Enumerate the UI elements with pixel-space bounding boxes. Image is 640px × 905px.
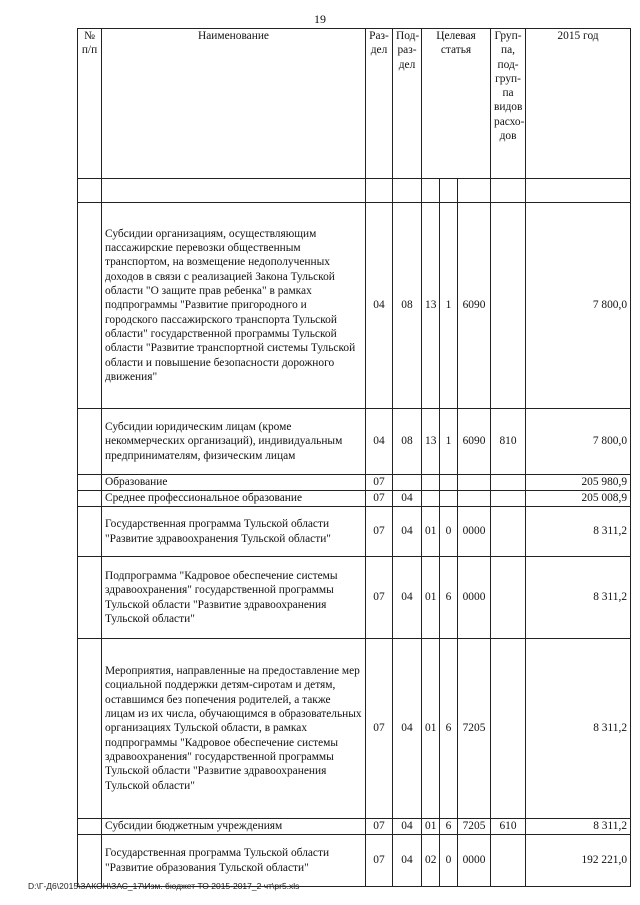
row-target-1 <box>422 475 440 491</box>
table-header <box>78 29 631 179</box>
row-group <box>491 475 526 491</box>
row-sum: 205 008,9 <box>526 491 631 507</box>
col-header-group: Груп-па, под-груп-па видов расхо-дов <box>491 29 526 179</box>
row-subsection: 04 <box>393 507 422 557</box>
row-target-2: 6 <box>440 639 458 819</box>
row-target-3 <box>458 491 491 507</box>
col-header-target: Целевая статья <box>422 29 491 179</box>
row-name: Субсидии юридическим лицам (кроме некоммерческих организаций), индивидуальным предпринимателям, физическим лицам <box>102 409 366 475</box>
row-target-3: 7205 <box>458 639 491 819</box>
row-target-1 <box>422 491 440 507</box>
row-subsection: 08 <box>393 203 422 409</box>
row-group: 610 <box>491 819 526 835</box>
col-header-name: Наименование <box>102 29 366 179</box>
row-section: 07 <box>366 835 393 887</box>
row-sum: 205 980,9 <box>526 475 631 491</box>
row-name: Субсидии организациям, осуществляющим пассажирские перевозки общественным транспортом, на возмещение недополученных доходов в связи с реализацией Закона Тульской области "О защите прав ребенка" в рамках подпрограммы "Развитие пригородного и городского пассажирского транспорта Тульской области" государственной программы Тульской области "Развитие транспортной системы Тульской области и повышение безопасности дорожного движения" <box>102 203 366 409</box>
row-sum: 8 311,2 <box>526 557 631 639</box>
row-target-1: 01 <box>422 819 440 835</box>
row-target-2 <box>440 475 458 491</box>
row-section: 07 <box>366 819 393 835</box>
spacer-row <box>78 179 631 203</box>
row-target-1: 02 <box>422 835 440 887</box>
row-subsection: 04 <box>393 639 422 819</box>
row-target-3: 7205 <box>458 819 491 835</box>
row-group <box>491 639 526 819</box>
row-subsection: 08 <box>393 409 422 475</box>
row-subsection: 04 <box>393 491 422 507</box>
table-row <box>78 819 631 835</box>
col-header-num: № п/п <box>78 29 102 179</box>
row-subsection: 04 <box>393 835 422 887</box>
table-row <box>78 507 631 557</box>
row-name: Субсидии бюджетным учреждениям <box>102 819 366 835</box>
budget-table <box>77 28 631 887</box>
row-sum: 192 221,0 <box>526 835 631 887</box>
table-row <box>78 409 631 475</box>
row-target-3: 0000 <box>458 835 491 887</box>
table-row <box>78 203 631 409</box>
row-target-2: 0 <box>440 835 458 887</box>
col-header-subsection: Под-раз-дел <box>393 29 422 179</box>
row-section: 07 <box>366 639 393 819</box>
row-section: 07 <box>366 491 393 507</box>
row-sum: 8 311,2 <box>526 819 631 835</box>
row-target-2: 1 <box>440 409 458 475</box>
row-name: Государственная программа Тульской области "Развитие здравоохранения Тульской области" <box>102 507 366 557</box>
row-target-2: 6 <box>440 819 458 835</box>
row-target-3: 0000 <box>458 507 491 557</box>
table-row <box>78 491 631 507</box>
row-group <box>491 835 526 887</box>
table-row <box>78 475 631 491</box>
row-name: Государственная программа Тульской области "Развитие образования Тульской области" <box>102 835 366 887</box>
row-section: 07 <box>366 557 393 639</box>
row-name: Образование <box>102 475 366 491</box>
row-group <box>491 557 526 639</box>
row-group <box>491 491 526 507</box>
row-group: 810 <box>491 409 526 475</box>
row-target-2: 1 <box>440 203 458 409</box>
row-target-1: 01 <box>422 507 440 557</box>
row-target-1: 13 <box>422 203 440 409</box>
row-name: Среднее профессиональное образование <box>102 491 366 507</box>
col-header-section: Раз-дел <box>366 29 393 179</box>
row-target-2: 0 <box>440 507 458 557</box>
file-path-footer: D:\Г-Д6\2015\ЗАКОН\ЗАС_17\Изм. бюджет ТО 2015-2017_2 чт\pr5.xls <box>28 881 300 891</box>
row-section: 04 <box>366 409 393 475</box>
col-header-year: 2015 год <box>526 29 631 179</box>
row-sum: 7 800,0 <box>526 409 631 475</box>
row-group <box>491 507 526 557</box>
row-name: Мероприятия, направленные на предоставление мер социальной поддержки детям-сиротам и детям, оставшимся без попечения родителей, а также лицам из их числа, обучающимся в образовательных организациях Тульской области, в рамках подпрограммы "Кадровое обеспечение системы здравоохранения" государственной программы Тульской области "Развитие здравоохранения Тульской области" <box>102 639 366 819</box>
row-target-3: 6090 <box>458 203 491 409</box>
row-subsection: 04 <box>393 557 422 639</box>
row-sum: 8 311,2 <box>526 507 631 557</box>
row-group <box>491 203 526 409</box>
row-target-3 <box>458 475 491 491</box>
row-target-1: 01 <box>422 557 440 639</box>
row-section: 07 <box>366 507 393 557</box>
table-row <box>78 557 631 639</box>
row-section: 04 <box>366 203 393 409</box>
table-row <box>78 639 631 819</box>
row-target-2 <box>440 491 458 507</box>
row-name: Подпрограмма "Кадровое обеспечение системы здравоохранения" государственной программы Тульской области "Развитие здравоохранения Тульской области" <box>102 557 366 639</box>
row-target-1: 13 <box>422 409 440 475</box>
row-sum: 7 800,0 <box>526 203 631 409</box>
page-number: 19 <box>314 12 326 26</box>
row-sum: 8 311,2 <box>526 639 631 819</box>
row-target-3: 0000 <box>458 557 491 639</box>
table-row <box>78 835 631 887</box>
row-target-1: 01 <box>422 639 440 819</box>
row-target-3: 6090 <box>458 409 491 475</box>
row-subsection: 04 <box>393 819 422 835</box>
row-subsection <box>393 475 422 491</box>
row-section: 07 <box>366 475 393 491</box>
row-target-2: 6 <box>440 557 458 639</box>
